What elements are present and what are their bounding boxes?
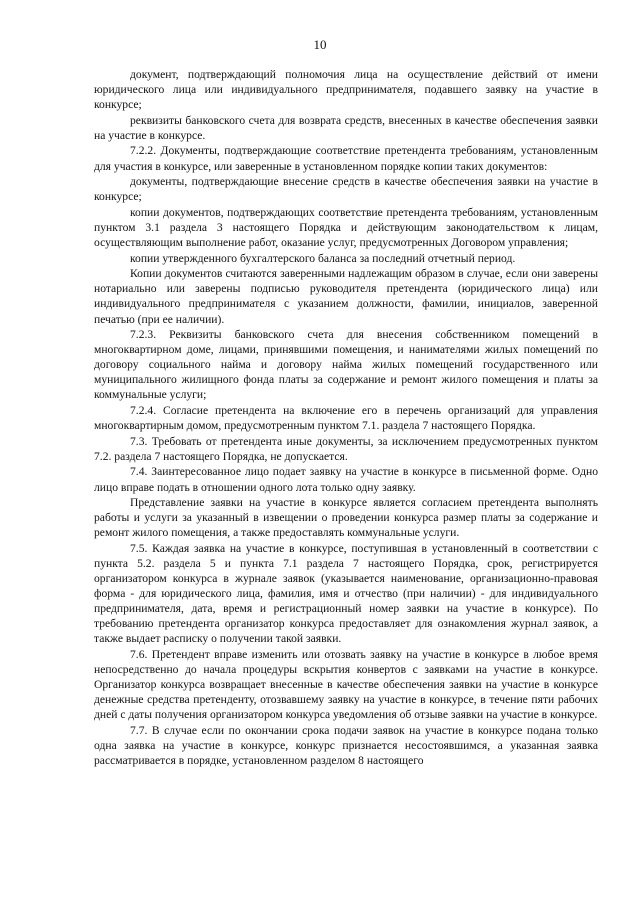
paragraph: реквизиты банковского счета для возврата средств, внесенных в качестве обеспечения заявки на участие в конкурсе. xyxy=(94,113,598,142)
paragraph: 7.2.3. Реквизиты банковского счета для внесения собственником помещений в многоквартирном доме, лицами, принявшими помещения, и нанимателями жилых помещений по договору социального найма и договору найма жилых помещений государственного или муниципального жилищного фонда платы за содержание и ремонт жилого помещения и платы за коммунальные услуги; xyxy=(94,328,598,402)
paragraph: документы, подтверждающие внесение средств в качестве обеспечения заявки на участие в конкурсе; xyxy=(94,175,598,204)
paragraph: 7.3. Требовать от претендента иные документы, за исключением предусмотренных пунктом 7.2. раздела 7 настоящего Порядка, не допускается. xyxy=(94,434,598,463)
paragraph: 7.5. Каждая заявка на участие в конкурсе, поступившая в установленный в соответствии с пункта 5.2. раздела 5 и пункта 7.1 раздела 7 настоящего Порядка, срок, регистрируется организатором конкурса в журнале заявок (указывается наименование, организационно-правовая форма - для юридического лица, фамилия, имя и отчество (при наличии) - для индивидуального предпринимателя, дата, время и регистрационный номер заявки на участие в конкурсе). По требованию претендента организатор конкурса предоставляет для ознакомления журнал заявок, а также выдает расписку о получении такой заявки. xyxy=(94,541,598,646)
paragraph: документ, подтверждающий полномочия лица на осуществление действий от имени юридического лица или индивидуального предпринимателя, подавшего заявку на участие в конкурсе; xyxy=(94,68,598,112)
paragraph: копии документов, подтверждающих соответствие претендента требованиям, установленным пунктом 3.1 раздела 3 настоящего Порядка и действующим законодательством к лицам, осуществляющим выполнение работ, оказание услуг, предусмотренных Договором управления; xyxy=(94,205,598,250)
paragraph: 7.4. Заинтересованное лицо подает заявку на участие в конкурсе в письменной форме. Одно лицо вправе подать в отношении одного лота только одну заявку. xyxy=(94,465,598,494)
paragraph: 7.2.2. Документы, подтверждающие соответствие претендента требованиям, установленным для участия в конкурсе, или заверенные в установленном порядке копии таких документов: xyxy=(94,144,598,173)
paragraph: Копии документов считаются заверенными надлежащим образом в случае, если они заверены нотариально или заверены подписью руководителя претендента (юридического лица) или индивидуального предпринимателя с указанием должности, фамилии, инициалов, заверенной печатью (при ее наличии). xyxy=(94,267,598,326)
paragraph: 7.6. Претендент вправе изменить или отозвать заявку на участие в конкурсе в любое время непосредственно до начала процедуры вскрытия конвертов с заявками на участие в конкурсе. Организатор конкурса возвращает внесенные в качестве обеспечения заявки на участие в конкурсе денежные средства претенденту, отозвавшему заявку на участие в конкурсе, в течение пяти рабочих дней с даты получения организатором конкурса уведомления об отзыве заявки на участие в конкурсе. xyxy=(94,648,598,722)
document-body xyxy=(94,67,598,769)
paragraph: Представление заявки на участие в конкурсе является согласием претендента выполнять работы и услуги за указанный в извещении о проведении конкурса размер платы за содержание и ремонт жилого помещения, а также предоставлять коммунальные услуги. xyxy=(94,496,598,540)
page-number: 10 xyxy=(313,37,327,52)
paragraph: 7.2.4. Согласие претендента на включение его в перечень организаций для управления многоквартирным домом, предусмотренным пунктом 7.1. раздела 7 настоящего Порядка. xyxy=(94,404,598,433)
paragraph: копии утвержденного бухгалтерского баланса за последний отчетный период. xyxy=(130,251,516,265)
paragraph: 7.7. В случае если по окончании срока подачи заявок на участие в конкурсе подана только одна заявка на участие в конкурсе, конкурс признается несостоявшимся, а указанная заявка рассматривается в порядке, установленном разделом 8 настоящего xyxy=(94,724,598,768)
